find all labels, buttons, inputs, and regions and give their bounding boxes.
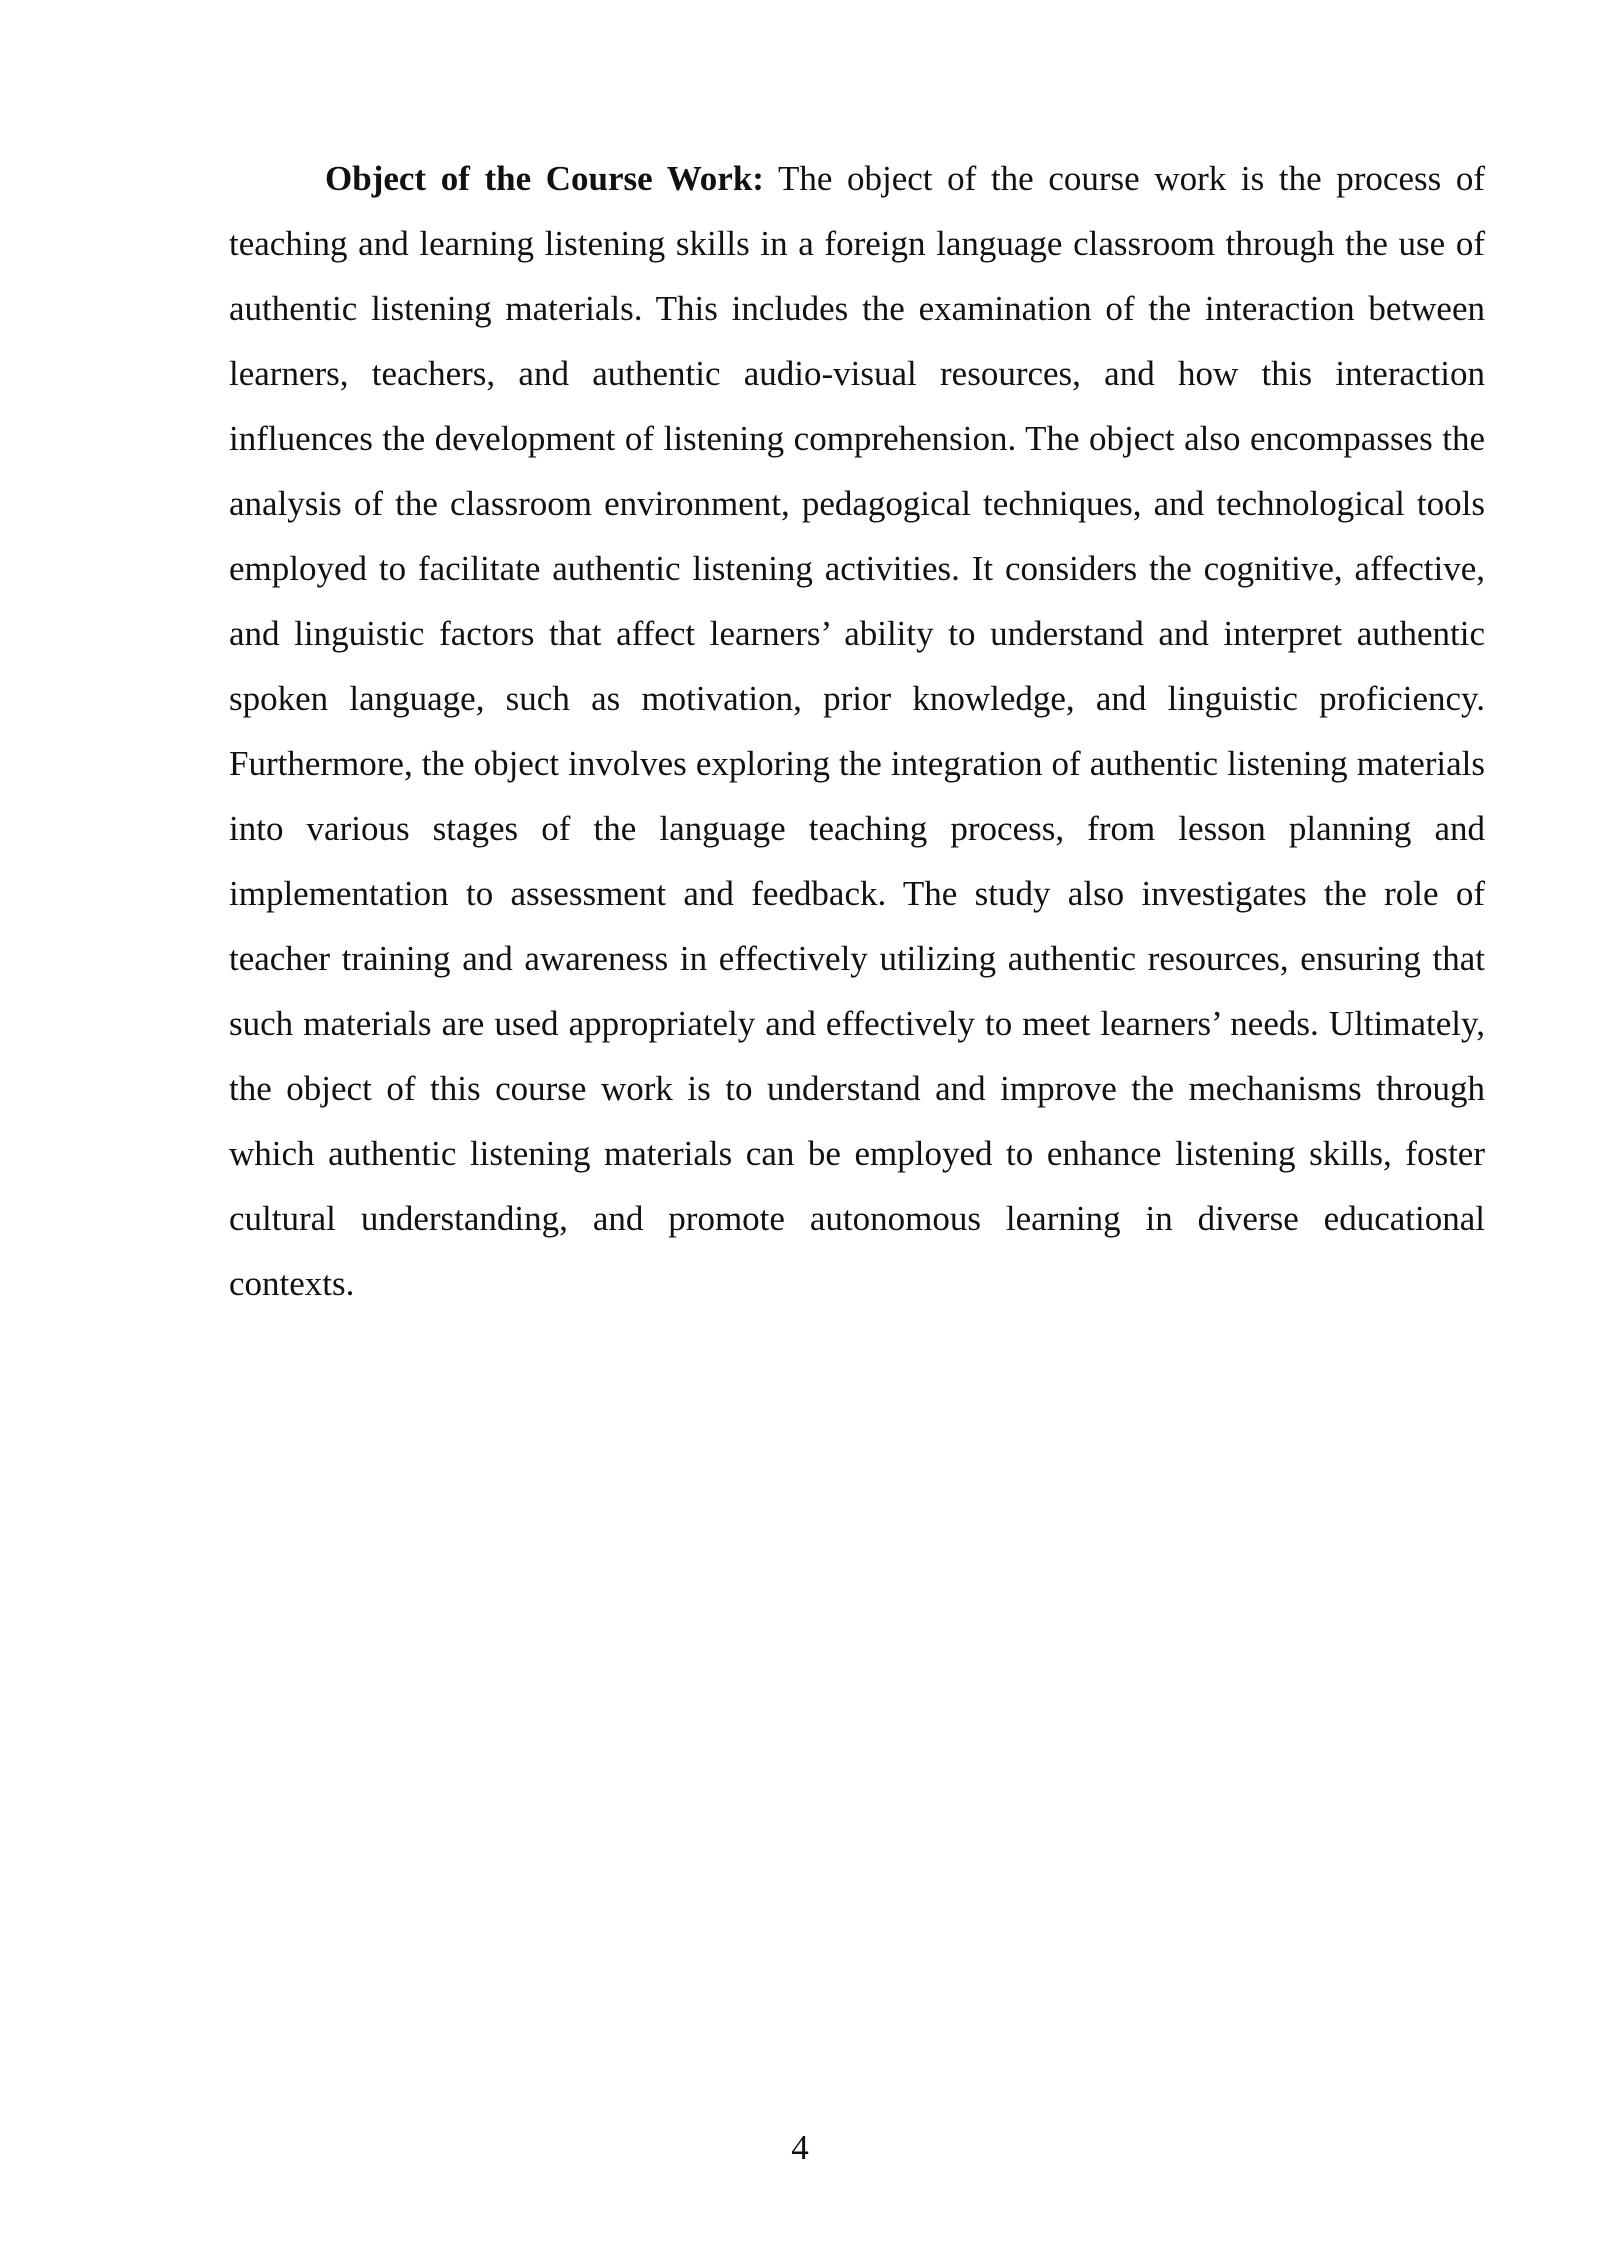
paragraph-text: The object of the course work is the process of teaching and learning listening skills in a foreign language classroom through the use of authentic listening materials. This includes the examination of the interaction between learners, teachers, and authentic audio-visual resources, and how this interaction influences the development of listening comprehension. The object also encompasses the analysis of the classroom environment, pedagogical techniques, and technological tools employed to facilitate authentic listening activities. It considers the cognitive, affective, and linguistic factors that affect learners’ ability to understand and interpret authentic spoken language, such as motivation, prior knowledge, and linguistic proficiency. Furthermore, the object involves exploring the integration of authentic listening materials into various stages of the language teaching process, from lesson planning and implementation to assessment and feedback. The study also investigates the role of teacher training and awareness in effectively utilizing authentic resources, ensuring that such materials are used appropriately and effectively to meet learners’ needs. Ultimately, the object of this course work is to understand and improve the mechanisms through which authentic listening materials can be employed to enhance listening skills, foster cultural understanding, and promote autonomous learning in diverse educational contexts. bbox=[229, 159, 1486, 1303]
body-paragraph bbox=[229, 146, 1485, 1316]
section-heading: Object of the Course Work: bbox=[325, 159, 764, 198]
page-number: 4 bbox=[791, 2128, 809, 2167]
